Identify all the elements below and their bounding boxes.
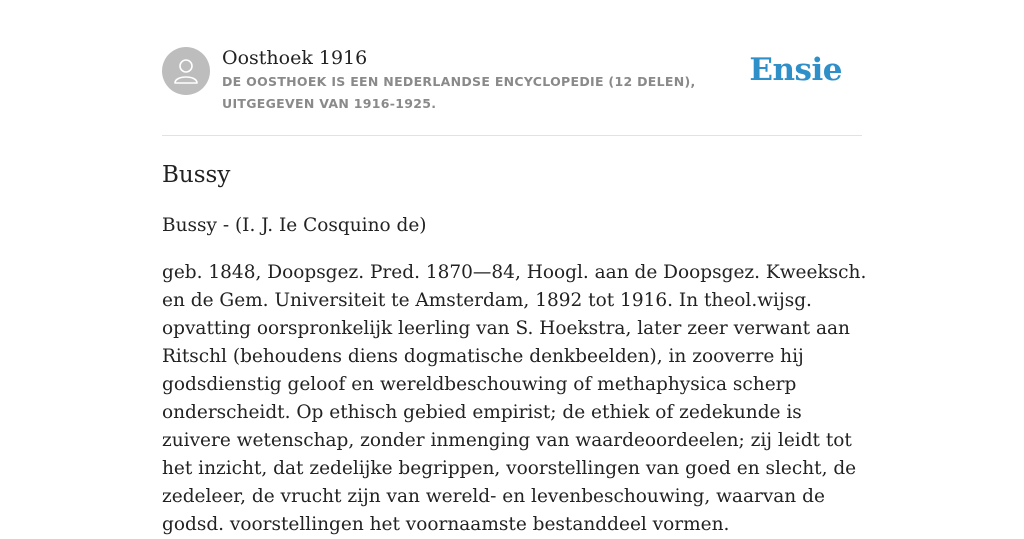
article-title: Bussy — [162, 162, 231, 188]
source-avatar[interactable] — [162, 47, 210, 95]
article-body: geb. 1848, Doopsgez. Pred. 1870—84, Hoogl. aan de Doopsgez. Kweeksch. en de Gem. Universiteit te Amsterdam, 1892 tot 1916. In theol.wijsg. opvatting oorspronkelijk leerling van S. Hoekstra, later zeer verwant aan Ritschl (behoudens diens dogmatische denkbeelden), in zooverre hij godsdienstig geloof en wereldbeschouwing of methaphysica scherp onderscheidt. Op ethisch gebied empirist; de ethiek of zedekunde is zuivere wetenschap, zonder inmenging van waardeoordeelen; zij leidt tot het inzicht, dat zedelijke begrippen, voorstellingen van goed en slecht, de zedeleer, de vrucht zijn van wereld- en levenbeschouwing, waarvan de godsd. voorstellingen het voornaamste bestanddeel vormen. — [162, 262, 867, 535]
source-header — [162, 46, 862, 136]
source-description: DE OOSTHOEK IS EEN NEDERLANDSE ENCYCLOPEDIE (12 DELEN), UITGEGEVEN VAN 1916-1925. — [222, 74, 696, 111]
article-lemma: Bussy - (I. J. Ie Cosquino de) — [162, 215, 427, 236]
source-title[interactable]: Oosthoek 1916 — [222, 47, 368, 69]
header-divider — [162, 135, 862, 136]
user-icon — [171, 56, 201, 86]
brand-logo[interactable]: Ensie — [749, 52, 842, 88]
